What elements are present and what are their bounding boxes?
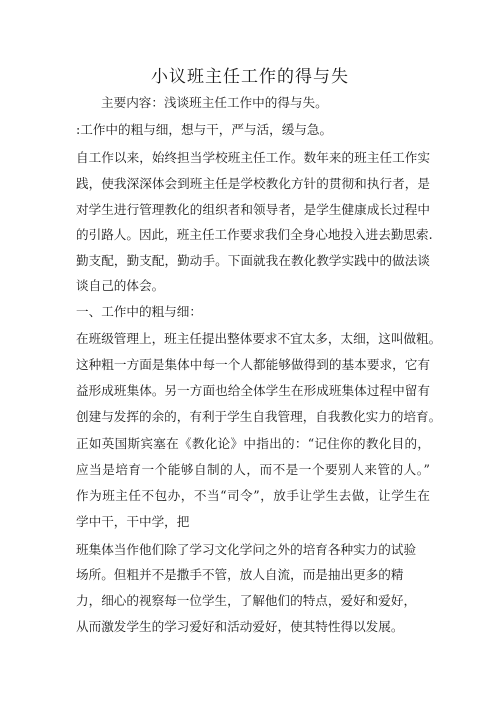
section1-heading: 一、工作中的粗与细： [76,304,202,319]
outline-line: :工作中的粗与细，想与干，严与活，缓与急。 [76,122,333,137]
summary-line: 主要内容：浅谈班主任工作中的得与失。 [101,95,328,110]
intro-line-4: 的引路人。因此，班主任工作要求我们全身心地投入进去勤思索. [76,227,433,242]
section1-cont-line-2: 场所。但粗并不是撒手不管，放人自流，而是抽出更多的精 [76,567,404,582]
section1-line-2: 这种粗一方面是集体中每一个人都能够做得到的基本要求，它有 [76,357,430,372]
intro-line-6: 谈自己的体会。 [76,278,165,293]
section1-cont-line-1: 班集体当作他们除了学习文化学问之外的培育各种实力的试验 [76,542,417,557]
intro-line-5: 勤支配，勤支配，勤动手。下面就我在教化教学实践中的做法谈 [76,253,430,268]
section1-cont-line-4: 从而激发学生的学习爱好和活动爱好，使其特性得以发展。 [76,619,404,634]
section1-line-5: 正如英国斯宾塞在《教化论》中指出的：“记住你的教化目的， [76,436,430,451]
intro-line-1: 自工作以来，始终担当学校班主任工作。数年来的班主任工作实 [76,150,430,165]
intro-line-2: 践，使我深深体会到班主任是学校教化方针的贯彻和执行者，是 [76,176,430,191]
section1-cont-line-3: 力，细心的视察每一位学生，了解他们的特点，爱好和爱好， [76,593,417,608]
document-title: 小议班主任工作的得与失 [151,67,349,87]
section1-line-1: 在班级管理上，班主任提出整体要求不宜太多，太细，这叫做粗。 [76,331,442,346]
section1-line-6: 应当是培育一个能够自制的人，而不是一个要别人来管的人。” [76,462,430,477]
section1-line-3: 益形成班集体。另一方面也给全体学生在形成班集体过程中留有 [76,383,430,398]
section1-line-7: 作为班主任不包办，不当“司令”，放手让学生去做，让学生在 [76,488,430,503]
intro-line-3: 对学生进行管理教化的组织者和领导者，是学生健康成长过程中 [76,202,430,217]
section1-line-8: 学中干，干中学，把 [76,514,190,529]
section1-line-4: 创建与发挥的余的，有利于学生自我管理，自我教化实力的培育。 [76,409,442,424]
